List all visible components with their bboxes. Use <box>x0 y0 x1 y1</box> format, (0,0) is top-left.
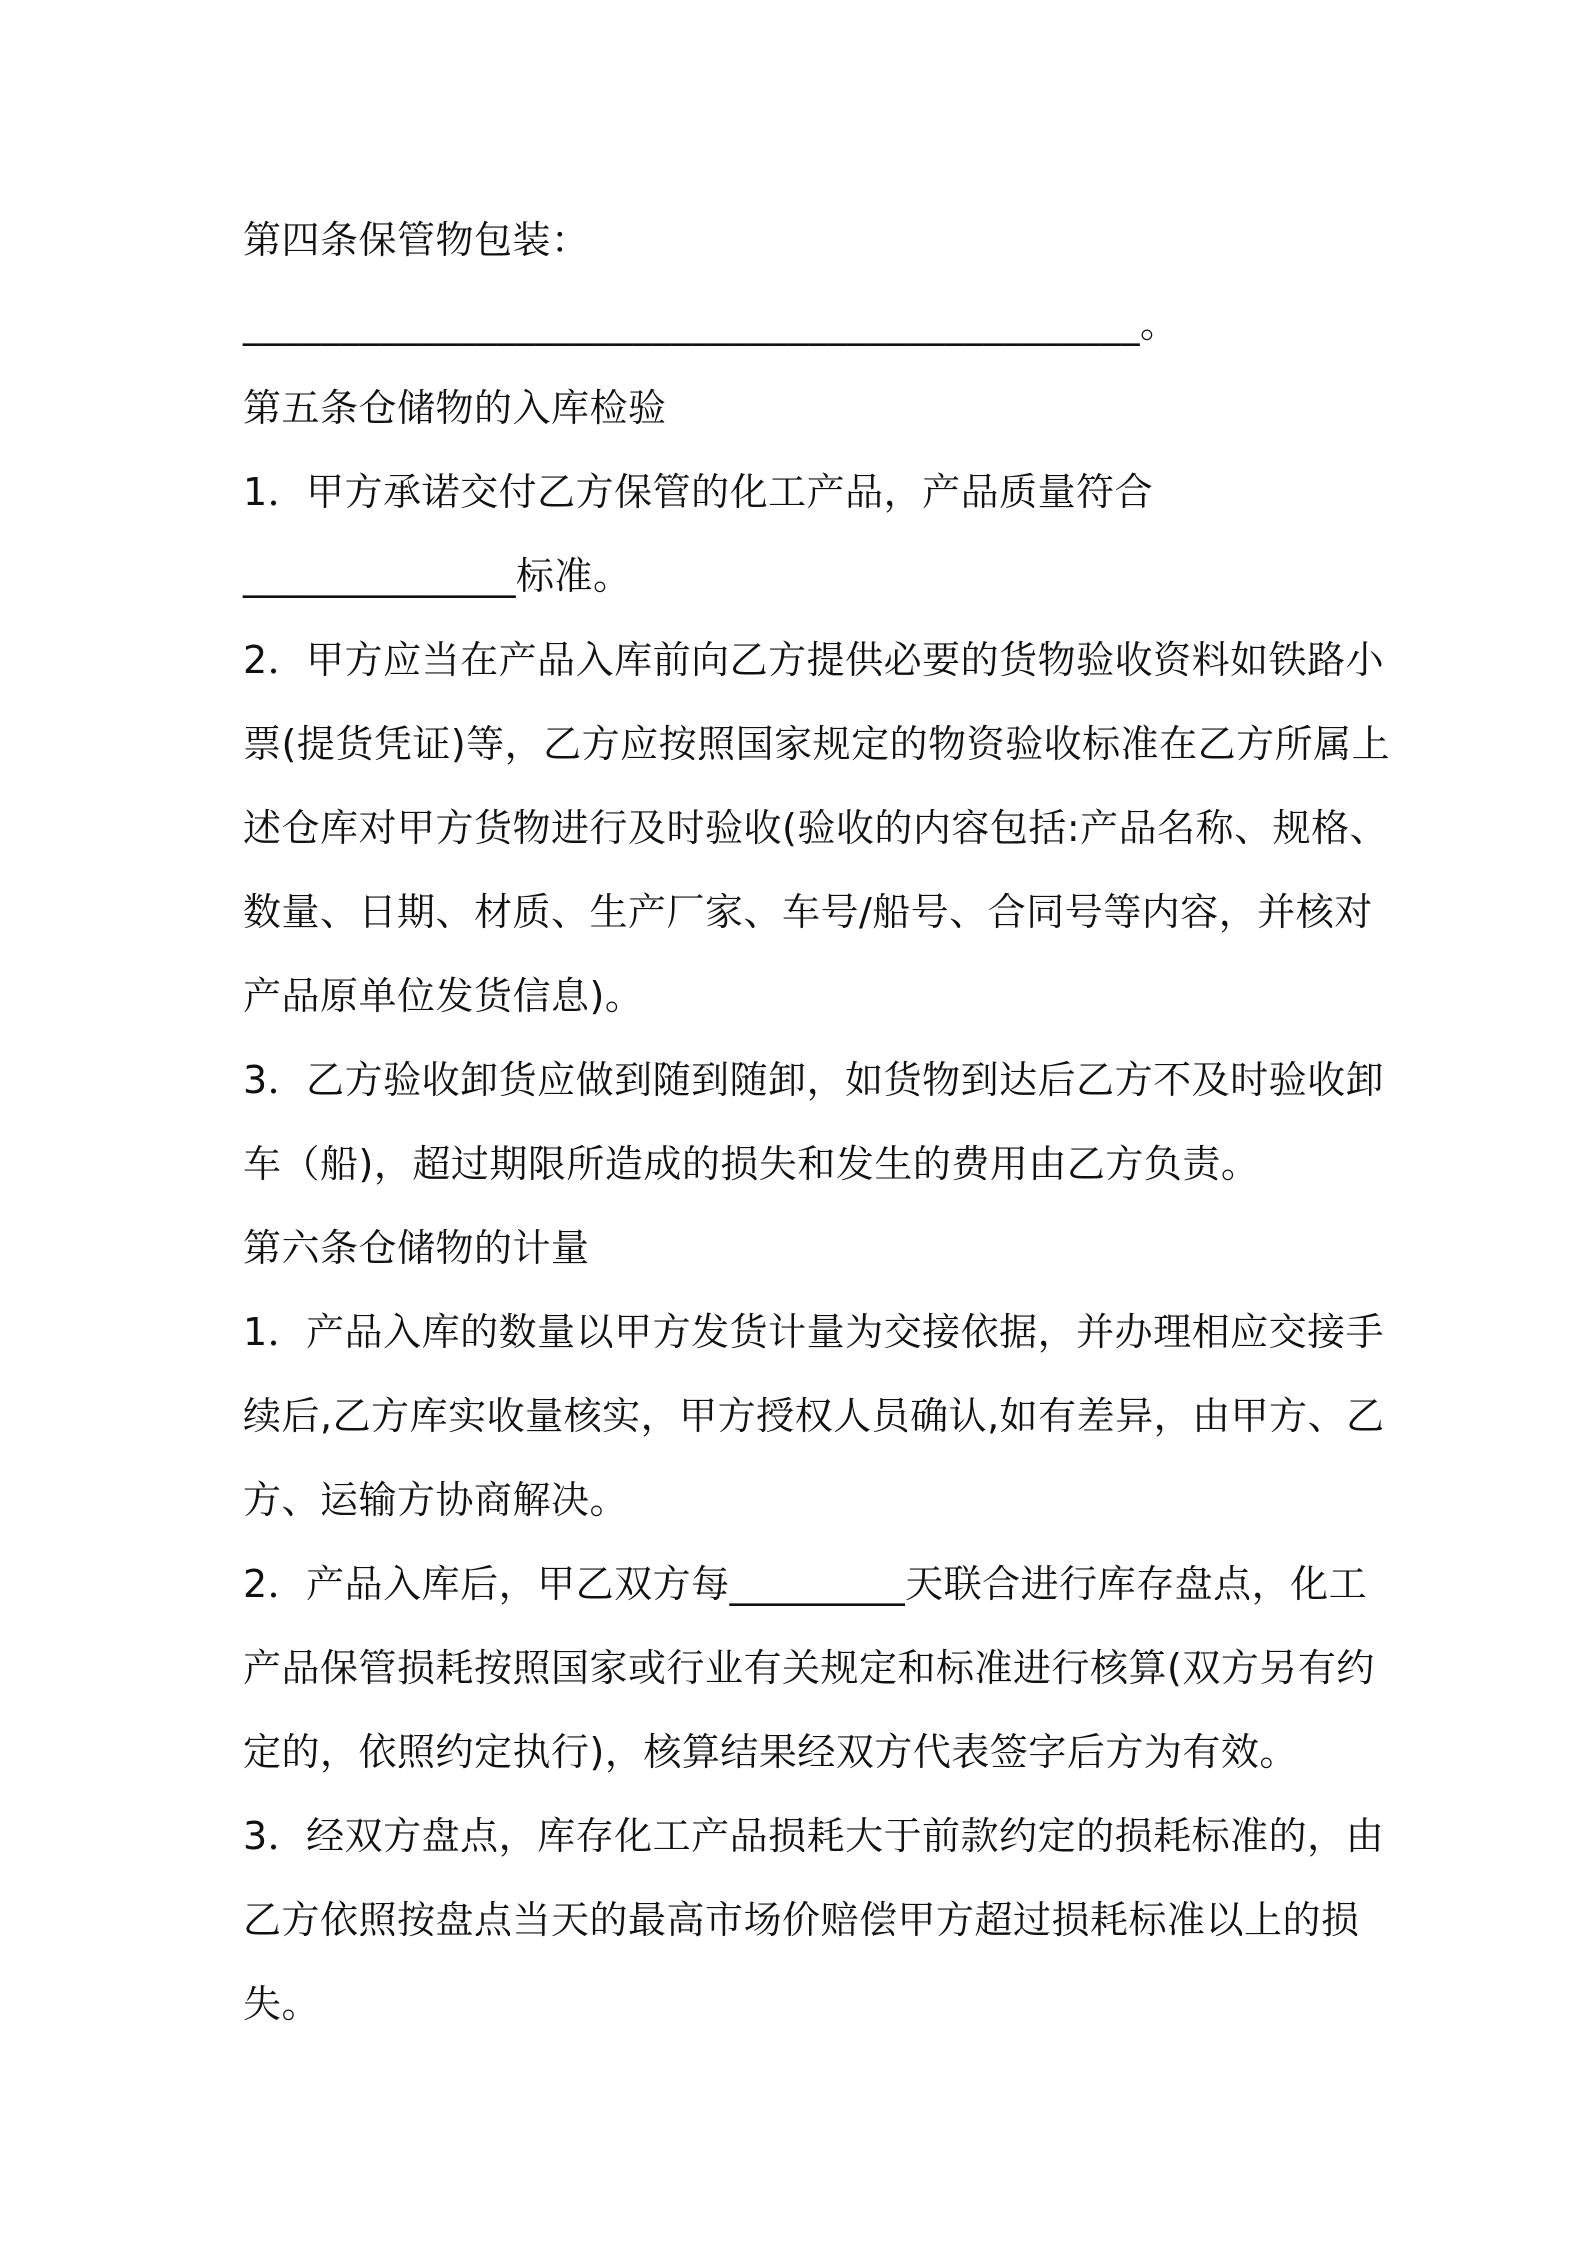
article-6-item-2-line-2: 产品保管损耗按照国家或行业有关规定和标准进行核算(双方另有约 <box>243 1646 1375 1690</box>
article-4-heading: 第四条保管物包装： <box>243 218 590 262</box>
article-4-blank-line: ______________________________________________。 <box>243 302 1179 346</box>
article-5-item-1-line-1: 1．甲方承诺交付乙方保管的化工产品，产品质量符合 <box>243 470 1154 514</box>
article-6-item-1-line-2: 续后,乙方库实收量核实，甲方授权人员确认,如有差异，由甲方、乙 <box>243 1394 1385 1438</box>
article-6-item-1-line-3: 方、运输方协商解决。 <box>243 1478 629 1522</box>
article-5-item-2-line-4: 数量、日期、材质、生产厂家、车号/船号、合同号等内容，并核对 <box>243 890 1373 934</box>
article-6-item-3-line-3: 失。 <box>243 1982 321 2026</box>
article-5-heading: 第五条仓储物的入库检验 <box>243 386 667 430</box>
article-5-item-3-line-1: 3．乙方验收卸货应做到随到随卸，如货物到达后乙方不及时验收卸 <box>243 1058 1385 1102</box>
article-5-item-1-line-2: ______________标准。 <box>243 554 632 598</box>
article-6-item-2-line-3: 定的，依照约定执行)，核算结果经双方代表签字后方为有效。 <box>243 1730 1298 1774</box>
article-6-item-3-line-2: 乙方依照按盘点当天的最高市场价赔偿甲方超过损耗标准以上的损 <box>243 1898 1360 1942</box>
article-6-item-3-line-1: 3．经双方盘点，库存化工产品损耗大于前款约定的损耗标准的，由 <box>243 1814 1385 1858</box>
document-body <box>243 198 1391 2046</box>
article-6-item-2-line-1: 2．产品入库后，甲乙双方每_________天联合进行库存盘点，化工 <box>243 1562 1368 1606</box>
article-5-item-2-line-5: 产品原单位发货信息)。 <box>243 974 644 1018</box>
article-5-item-3-line-2: 车（船)，超过期限所造成的损失和发生的费用由乙方负责。 <box>243 1142 1260 1186</box>
article-5-item-2-line-3: 述仓库对甲方货物进行及时验收(验收的内容包括:产品名称、规格、 <box>243 806 1389 850</box>
article-5-item-2-line-1: 2．甲方应当在产品入库前向乙方提供必要的货物验收资料如铁路小 <box>243 638 1385 682</box>
article-6-heading: 第六条仓储物的计量 <box>243 1226 590 1270</box>
article-6-item-1-line-1: 1．产品入库的数量以甲方发货计量为交接依据，并办理相应交接手 <box>243 1310 1385 1354</box>
article-5-item-2-line-2: 票(提货凭证)等，乙方应按照国家规定的物资验收标准在乙方所属上 <box>243 722 1391 766</box>
